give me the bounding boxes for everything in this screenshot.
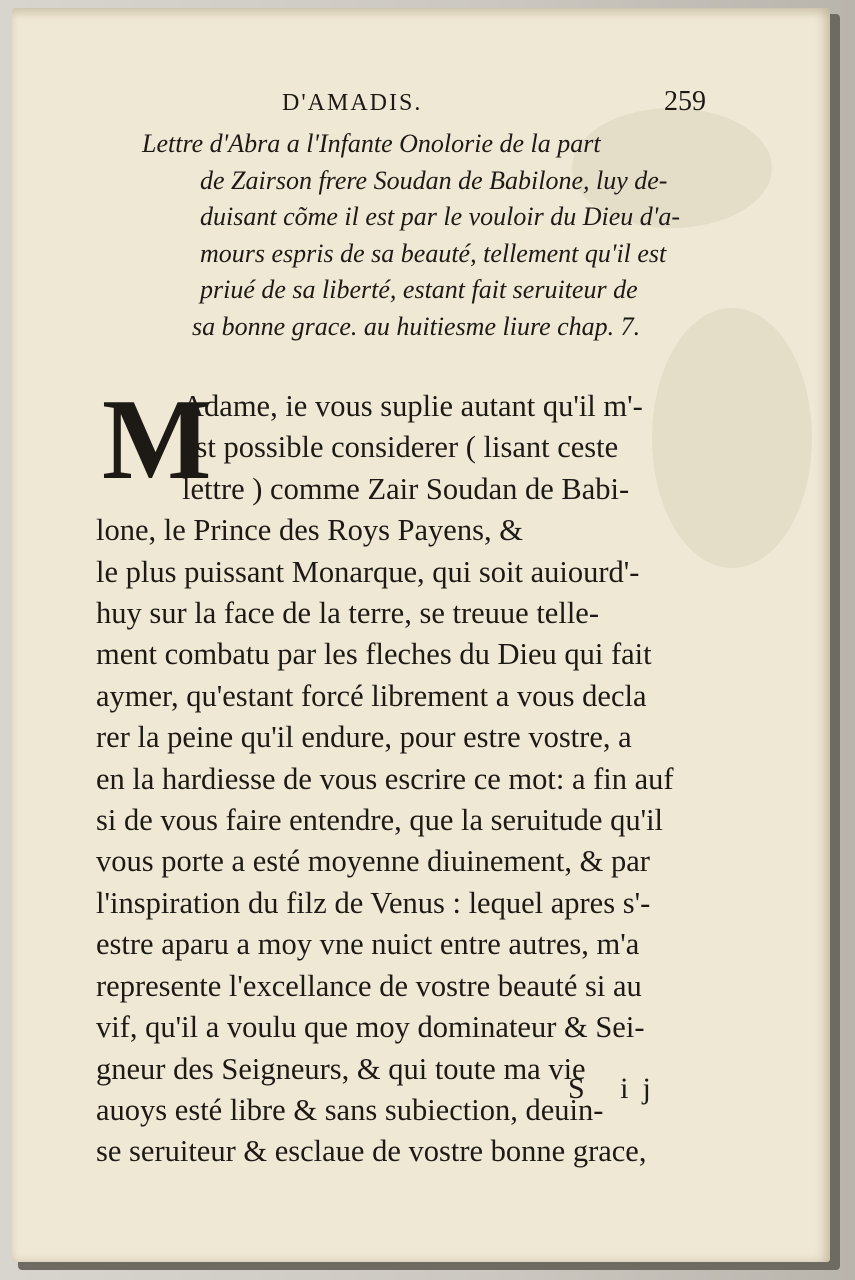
page-number: 259 — [664, 86, 706, 117]
body-line: en la hardiesse de vous escrire ce mot: a fin auf — [96, 761, 674, 796]
body-line: auoys esté libre & sans subiection, deuin- — [96, 1092, 604, 1127]
body-line: ment combatu par les fleches du Dieu qui fait — [96, 637, 652, 672]
body-line: si de vous faire entendre, que la seruitude qu'il — [96, 803, 664, 838]
body-line: represente l'excellance de vostre beauté si au — [96, 968, 642, 1003]
heading-line: de Zairson frere Soudan de Babilone, luy de- — [200, 165, 668, 195]
body-line: rer la peine qu'il endure, pour estre vostre, a — [96, 720, 632, 755]
signature-mark: S ij — [568, 1072, 665, 1105]
body-line: vous porte a esté moyenne diuinement, & par — [96, 844, 650, 879]
heading-line: mours espris de sa beauté, tellement qu'il est — [200, 238, 667, 268]
body-line: lettre ) comme Zair Soudan de Babi- — [182, 471, 630, 506]
body-line: lone, le Prince des Roys Payens, & — [96, 513, 523, 548]
body-line: huy sur la face de la terre, se treuue telle- — [96, 596, 599, 631]
running-head-title: D'AMADIS. — [282, 90, 423, 116]
letter-heading — [142, 126, 742, 345]
heading-line: priué de sa liberté, estant fait seruiteur de — [200, 275, 638, 304]
book-page — [12, 8, 830, 1262]
body-line: se seruiteur & esclaue de vostre bonne grace, — [96, 1134, 647, 1169]
body-line: Adame, ie vous suplie autant qu'il m'- — [182, 389, 643, 423]
body-line: le plus puissant Monarque, qui soit auiourd'- — [96, 554, 640, 589]
heading-line: Lettre d'Abra a l'Infante Onolorie de la part — [142, 129, 601, 158]
letter-body — [96, 376, 736, 1173]
body-line: l'inspiration du filz de Venus : lequel apres s'- — [96, 885, 651, 920]
body-line: aymer, qu'estant forcé librement a vous decla — [96, 678, 647, 713]
body-line: est possible considerer ( lisant ceste — [182, 430, 619, 465]
body-line: estre aparu a moy vne nuict entre autres, m'a — [96, 927, 640, 962]
heading-line: sa bonne grace. au huitiesme liure chap. 7. — [192, 311, 641, 341]
heading-line: duisant cõme il est par le vouloir du Dieu d'a- — [200, 202, 680, 231]
body-line: gneur des Seigneurs, & qui toute ma vie — [96, 1051, 586, 1086]
body-line: vif, qu'il a voulu que moy dominateur & Sei- — [96, 1010, 645, 1045]
drop-cap-letter: M — [102, 376, 212, 504]
